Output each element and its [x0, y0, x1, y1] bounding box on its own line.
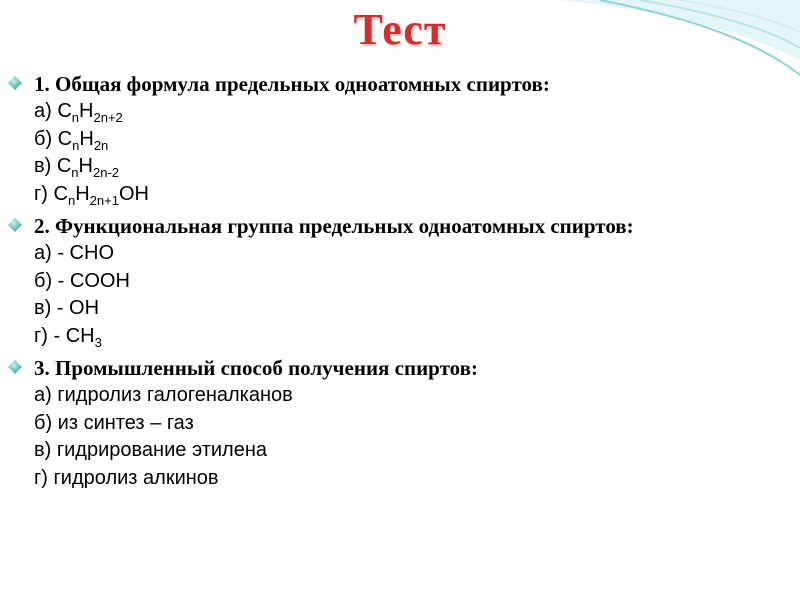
question-1-text: 1. Общая формула предельных одноатомных спиртов: [34, 72, 550, 96]
diamond-bullet-icon [8, 218, 22, 232]
question-3-text: 3. Промышленный способ получения спиртов: [34, 356, 478, 380]
slide-title: Тест [353, 5, 447, 54]
question-1-option-a: а) $C_nH_{2n+2}$ [34, 100, 123, 125]
question-1 [6, 70, 786, 98]
question-3-option-b: б) из синтез – газ [34, 411, 194, 434]
question-3-option-a: а) гидролиз галогеналканов [34, 384, 293, 406]
question-2-option-c: в) - OH [34, 297, 100, 319]
question-3 [6, 354, 786, 382]
question-3-option-c: в) гидрирование этилена [34, 439, 267, 461]
question-2-text: 2. Функциональная группа предельных одноатомных спиртов: [34, 214, 634, 238]
question-1-option-c: в) $C_nH_{2n-2}$ [34, 155, 120, 180]
diamond-bullet-icon [8, 360, 22, 374]
question-2-option-a: а) - CHO [34, 242, 114, 264]
question-2 [6, 212, 786, 240]
question-2-option-d: $г) - CH_3$ [34, 324, 102, 350]
question-1-option-b: б) $C_nH_{2n}$ [34, 127, 109, 153]
diamond-bullet-icon [8, 76, 22, 90]
question-2-option-b: б) - COOH [34, 269, 130, 292]
slide-content [6, 66, 786, 492]
question-3-option-d: г) гидролиз алкинов [34, 466, 219, 489]
question-1-option-d: г) $C_nH_{2n+1}OH$ [34, 182, 149, 208]
